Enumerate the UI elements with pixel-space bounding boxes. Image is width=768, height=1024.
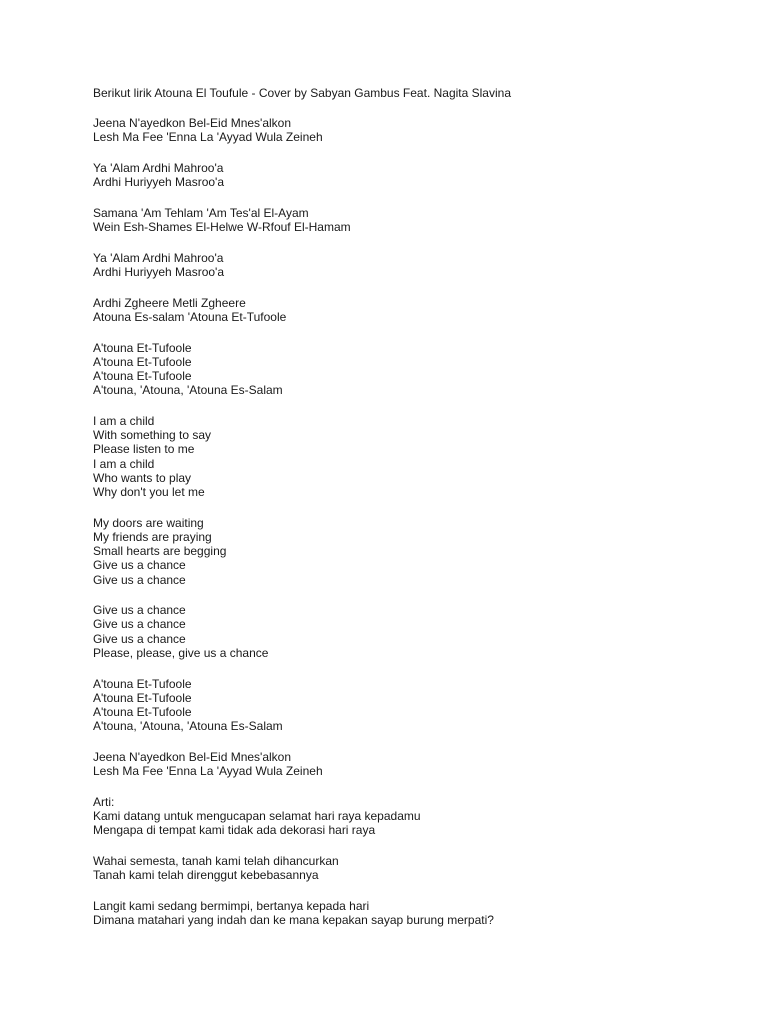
stanza bbox=[93, 414, 733, 499]
lyric-line: Wein Esh-Shames El-Helwe W-Rfouf El-Hamam bbox=[93, 220, 351, 235]
lyric-line: Atouna Es-salam 'Atouna Et-Tufoole bbox=[93, 310, 287, 325]
document-page bbox=[93, 86, 733, 944]
lyric-line: A'touna Et-Tufoole bbox=[93, 690, 192, 705]
stanza bbox=[93, 899, 733, 927]
lyric-line: Jeena N'ayedkon Bel-Eid Mnes'alkon bbox=[93, 116, 292, 131]
lyric-line: Samana 'Am Tehlam 'Am Tes'al El-Ayam bbox=[93, 206, 309, 221]
stanza bbox=[93, 854, 733, 882]
lyric-line: A'touna, 'Atouna, 'Atouna Es-Salam bbox=[93, 719, 283, 734]
lyric-line: Mengapa di tempat kami tidak ada dekorasi hari raya bbox=[93, 823, 376, 838]
lyric-line: Give us a chance bbox=[93, 617, 186, 632]
lyric-line: Lesh Ma Fee 'Enna La 'Ayyad Wula Zeineh bbox=[93, 764, 323, 779]
lyric-line: A'touna Et-Tufoole bbox=[93, 705, 192, 719]
stanza bbox=[93, 296, 733, 324]
lyric-line: Ardhi Huriyyeh Masroo'a bbox=[93, 265, 225, 280]
lyric-line: Tanah kami telah direnggut kebebasannya bbox=[93, 868, 319, 883]
lyric-line: Kami datang untuk mengucapan selamat hari raya kepadamu bbox=[93, 809, 421, 824]
lyric-line: A'touna Et-Tufoole bbox=[93, 354, 192, 369]
lyrics-body bbox=[93, 116, 733, 927]
lyric-line: Why don't you let me bbox=[93, 485, 205, 500]
lyric-line: Who wants to play bbox=[93, 470, 192, 485]
stanza bbox=[93, 677, 733, 734]
lyric-line: Wahai semesta, tanah kami telah dihancurkan bbox=[93, 853, 339, 868]
lyric-line: Jeena N'ayedkon Bel-Eid Mnes'alkon bbox=[93, 749, 292, 764]
lyric-line: Small hearts are begging bbox=[93, 544, 227, 559]
lyric-line: With something to say bbox=[93, 428, 212, 443]
stanza bbox=[93, 251, 733, 279]
stanza bbox=[93, 795, 733, 838]
lyric-line: Lesh Ma Fee 'Enna La 'Ayyad Wula Zeineh bbox=[93, 130, 323, 145]
lyric-line: A'touna, 'Atouna, 'Atouna Es-Salam bbox=[93, 383, 283, 398]
lyric-line: Arti: bbox=[93, 794, 115, 809]
lyric-line: Give us a chance bbox=[93, 572, 186, 587]
stanza bbox=[93, 341, 733, 398]
lyric-line: I am a child bbox=[93, 414, 155, 429]
lyric-line: Ardhi Huriyyeh Masroo'a bbox=[93, 175, 225, 190]
lyric-line: Ya 'Alam Ardhi Mahroo'a bbox=[93, 161, 224, 176]
lyric-line: Dimana matahari yang indah dan ke mana kepakan sayap burung merpati? bbox=[93, 913, 494, 928]
lyric-line: A'touna Et-Tufoole bbox=[93, 676, 192, 691]
stanza bbox=[93, 603, 733, 660]
lyric-line: My friends are praying bbox=[93, 529, 212, 544]
stanza bbox=[93, 206, 733, 234]
lyric-line: I am a child bbox=[93, 456, 155, 471]
lyric-line: Ya 'Alam Ardhi Mahroo'a bbox=[93, 250, 224, 265]
lyric-line: Give us a chance bbox=[93, 631, 186, 646]
stanza bbox=[93, 161, 733, 189]
lyric-line: My doors are waiting bbox=[93, 515, 204, 530]
document-title: Berikut lirik Atouna El Toufule - Cover by Sabyan Gambus Feat. Nagita Slavina bbox=[93, 86, 511, 100]
lyric-line: A'touna Et-Tufoole bbox=[93, 369, 192, 384]
stanza bbox=[93, 750, 733, 778]
lyric-line: Langit kami sedang bermimpi, bertanya kepada hari bbox=[93, 898, 370, 913]
lyric-line: Ardhi Zgheere Metli Zgheere bbox=[93, 295, 246, 310]
lyric-line: Give us a chance bbox=[93, 558, 186, 573]
lyric-line: Please, please, give us a chance bbox=[93, 645, 269, 660]
lyric-line: Please listen to me bbox=[93, 442, 195, 457]
lyric-line: A'touna Et-Tufoole bbox=[93, 340, 192, 355]
stanza bbox=[93, 116, 733, 144]
lyric-line: Give us a chance bbox=[93, 603, 186, 618]
stanza bbox=[93, 516, 733, 587]
